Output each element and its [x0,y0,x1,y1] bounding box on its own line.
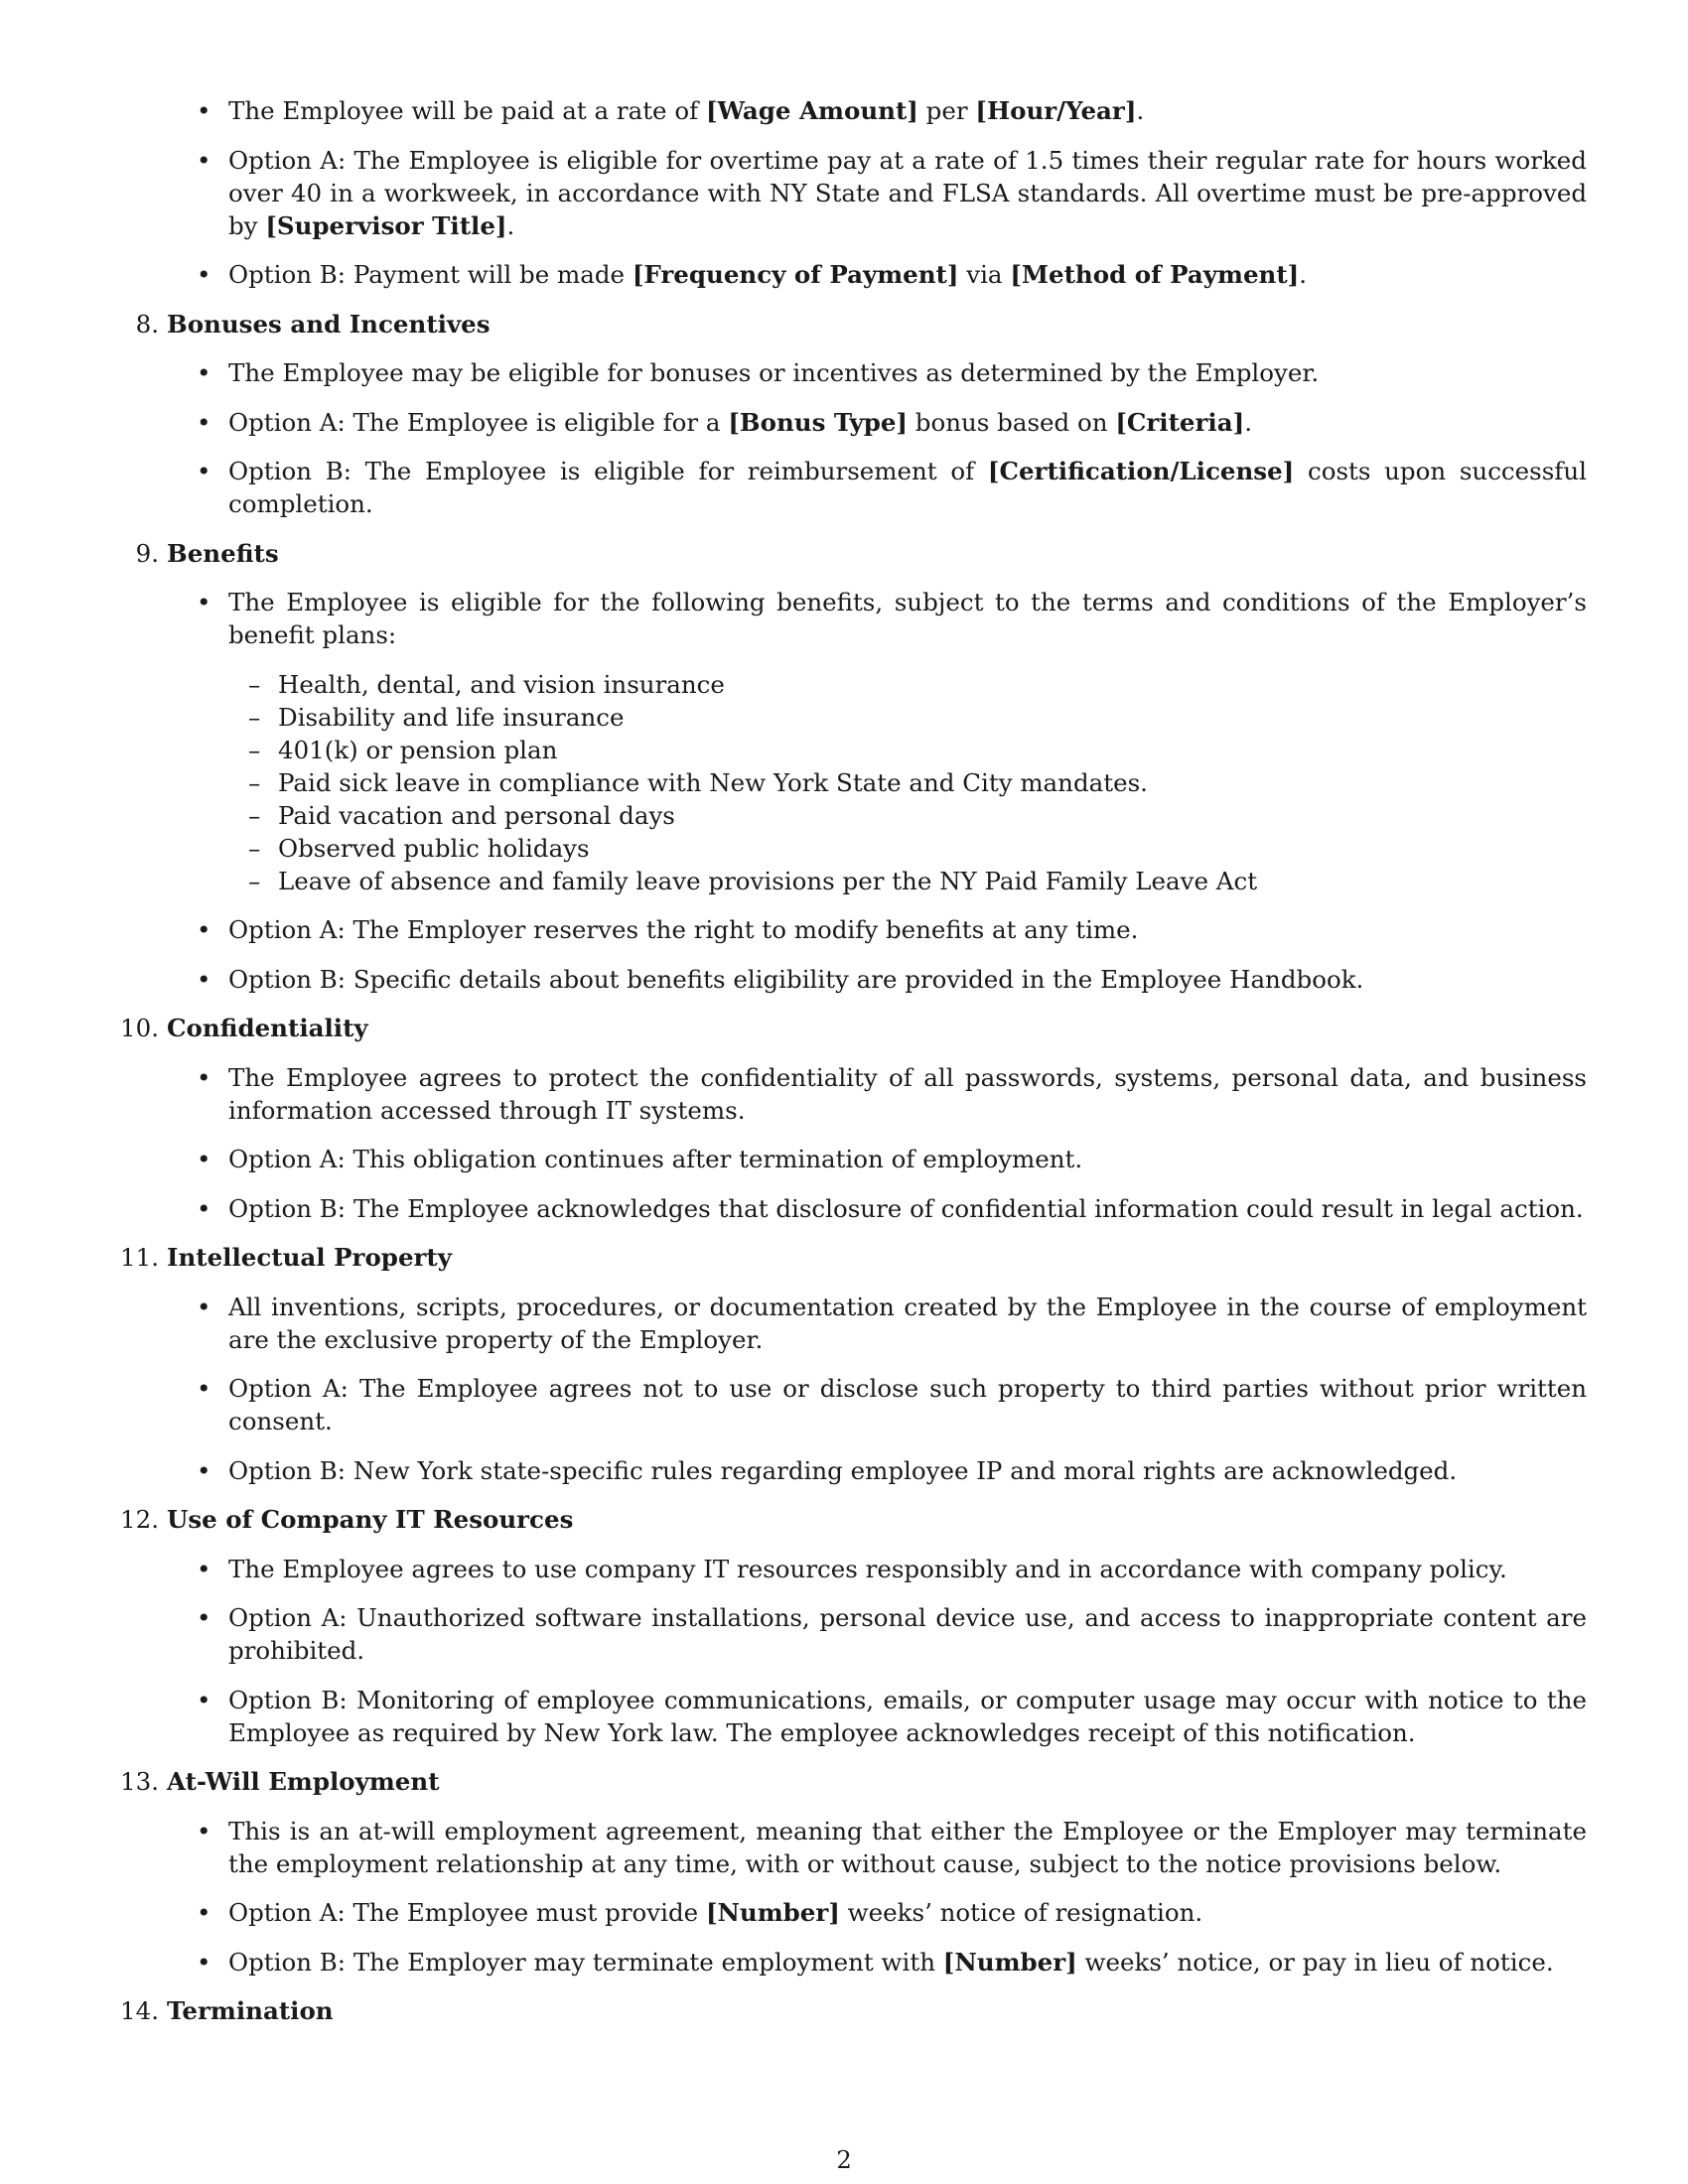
bullet-item: • Option B: Specific details about benefits eligibility are provided in the Employee Handbook. [0,963,1688,996]
section [0,1765,1688,1979]
bullet-item: • Option B: The Employer may terminate employment with [Number] weeks’ notice, or pay in lieu of notice. [0,1946,1688,1979]
section-number: 14. [120,1996,159,2025]
section-bullet-list [0,1553,1688,1749]
placeholder-field: [Frequency of Payment] [632,260,959,289]
section-number: 12. [120,1505,159,1534]
bullet-item: • Option B: The Employee acknowledges that disclosure of confidential information could result in legal action. [0,1192,1688,1225]
section [0,537,1688,996]
section-title: At-Will Employment [167,1767,440,1796]
sublist-item: – Disability and life insurance [228,701,1587,734]
bullet-item: • Option B: The Employee is eligible for reimbursement of [Certification/License] costs upon successful completion. [0,455,1688,520]
section-title: Intellectual Property [167,1243,452,1272]
sublist-item: – 401(k) or pension plan [228,734,1587,766]
section-heading [0,1503,1688,1536]
section [0,308,1688,521]
section-heading [0,537,1688,570]
bullet-item: • Option A: Unauthorized software installations, personal device use, and access to inappropriate content are prohibited. [0,1601,1688,1667]
bullet-item: • The Employee agrees to use company IT resources responsibly and in accordance with company policy. [0,1553,1688,1585]
bullet-item: • Option A: The Employee agrees not to use or disclose such property to third parties without prior written consent. [0,1372,1688,1437]
section-heading [0,1012,1688,1044]
section-list [0,308,1688,2028]
bullet-item: • The Employee may be eligible for bonuses or incentives as determined by the Employer. [0,356,1688,389]
sublist-item: – Observed public holidays [228,832,1587,865]
section-title: Use of Company IT Resources [167,1505,574,1534]
placeholder-field: [Criteria] [1115,407,1245,437]
intro-bullet-item: • Option B: Payment will be made [Frequency of Payment] via [Method of Payment]. [0,258,1688,291]
section-number: 9. [135,538,159,568]
section-heading [0,1994,1688,2027]
bullet-item: • The Employee agrees to protect the confidentiality of all passwords, systems, personal data, and business information accessed through IT systems. [0,1061,1688,1127]
section-title: Bonuses and Incentives [167,309,491,339]
section [0,1012,1688,1225]
bullet-item: • Option B: Monitoring of employee communications, emails, or computer usage may occur with notice to the Employee as required by New York law. The employee acknowledges receipt of this notification. [0,1684,1688,1749]
bullet-item: • Option A: This obligation continues after termination of employment. [0,1143,1688,1175]
sublist-item: – Leave of absence and family leave provisions per the NY Paid Family Leave Act [228,865,1587,897]
section-number: 10. [120,1014,159,1042]
bullet-item: • Option A: The Employee is eligible for a [Bonus Type] bonus based on [Criteria]. [0,406,1688,439]
section-heading [0,1241,1688,1274]
section-number: 8. [135,309,159,339]
section [0,1994,1688,2027]
placeholder-field: [Method of Payment] [1010,260,1300,289]
sublist-item: – Paid sick leave in compliance with New York State and City mandates. [228,766,1587,799]
bullet-item: • Option A: The Employer reserves the right to modify benefits at any time. [0,913,1688,946]
bullet-item: • This is an at-will employment agreement, meaning that either the Employee or the Employer may terminate the employment relationship at any time, with or without cause, subject to the notice provisions below. [0,1815,1688,1880]
section-title: Confidentiality [167,1014,368,1042]
sublist-item: – Paid vacation and personal days [228,799,1587,832]
placeholder-field: [Number] [942,1947,1077,1977]
section-bullet-list [0,586,1688,996]
sublist-item: – Health, dental, and vision insurance [228,668,1587,701]
placeholder-field: [Supervisor Title] [265,210,507,240]
bullet-item: • Option B: New York state-specific rules regarding employee IP and moral rights are acknowledged. [0,1454,1688,1487]
section [0,1241,1688,1487]
benefits-sublist [228,668,1587,897]
placeholder-field: [Hour/Year] [975,96,1137,125]
placeholder-field: [Number] [705,1898,840,1927]
section-number: 13. [120,1767,159,1796]
bullet-item: • The Employee is eligible for the following benefits, subject to the terms and conditions of the Employer’s benefit plans: – Health, dental, and vision insurance – Disability and life insurance – 401(k) or pension plan – Paid sick leave in compliance with New York State and City mandates. – Paid vacation and personal days – Observed public holidays – Leave of absence and family leave provisions per the NY Paid Family Leave Act [0,586,1688,897]
bullet-item: • All inventions, scripts, procedures, or documentation created by the Employee in the course of employment are the exclusive property of the Employer. [0,1291,1688,1356]
placeholder-field: [Bonus Type] [728,407,909,437]
section-heading [0,1765,1688,1798]
intro-bullet-item: • The Employee will be paid at a rate of [Wage Amount] per [Hour/Year]. [0,94,1688,127]
section-bullet-list [0,356,1688,520]
section-bullet-list [0,1291,1688,1487]
section-title: Benefits [167,538,279,568]
section-bullet-list [0,1061,1688,1225]
placeholder-field: [Wage Amount] [705,96,918,125]
intro-bullet-list [0,94,1688,291]
placeholder-field: [Certification/License] [987,457,1295,485]
intro-bullet-item: • Option A: The Employee is eligible for overtime pay at a rate of 1.5 times their regular rate for hours worked over 40 in a workweek, in accordance with NY State and FLSA standards. All overtime must be pre-approved by [Supervisor Title]. [0,144,1688,242]
section-title: Termination [167,1996,334,2025]
section-heading [0,308,1688,341]
bullet-item: • Option A: The Employee must provide [Number] weeks’ notice of resignation. [0,1896,1688,1929]
page-number: 2 [836,2145,852,2174]
section-bullet-list [0,1815,1688,1979]
section-number: 11. [120,1243,159,1272]
section [0,1503,1688,1749]
